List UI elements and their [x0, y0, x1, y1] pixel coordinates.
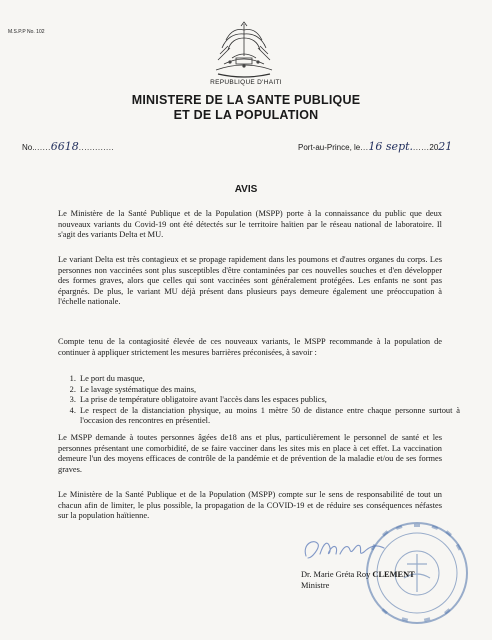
ministry-title-line1: MINISTERE DE LA SANTE PUBLIQUE	[131, 93, 361, 107]
year-prefix: 20	[429, 143, 439, 152]
signatory-role: Ministre	[301, 581, 330, 590]
signatory-name-prefix: Dr. Marie Gréta Roy	[301, 570, 371, 579]
place-label: Port-au-Prince, le	[298, 143, 361, 152]
list-item: 1. Le port du masque,	[78, 374, 460, 385]
reference-number-label: No.	[22, 143, 35, 152]
signatory-name	[301, 569, 415, 580]
date-value: 16 sept.	[368, 140, 414, 153]
paragraph-responsibility: Le Ministère de la Santé Publique et de la Population (MSPP) compte sur le sens de responsabilité de tout un chacun afin de limiter, le plus possible, la propagation de la COVID-19 et de réduire ses conséquences néfastes sur la population haïtienne.	[58, 490, 442, 521]
list-item: 3. La prise de température obligatoire avant l'accès dans les espaces publics,	[78, 395, 460, 406]
reference-date: Port-au-Prince, le...16 sept.......2021	[298, 140, 453, 153]
handwritten-signature-icon	[300, 534, 388, 566]
paragraph-variants-detected: Le Ministère de la Santé Publique et de la Population (MSPP) porte à la connaissance du public que deux nouveaux variants du Covid-19 ont été détectés sur le territoire haïtien par le réseau national de laboratoire. Il s'agit des variants Delta et MU.	[58, 209, 442, 240]
signatory-surname: CLEMENT	[372, 570, 415, 579]
year-suffix: 21	[438, 140, 453, 153]
paragraph-recommendation: Compte tenu de la contagiosité élevée de ces nouveaux variants, le MSPP recommande à la population de continuer à appliquer strictement les mesures barrières préconisées, à savoir :	[58, 337, 442, 357]
paragraph-vaccination: Le MSPP demande à toutes personnes âgées de18 ans et plus, particulièrement le personnel de santé et les personnes présentant une comorbidité, de se faire vacciner dans les sites mis en place à cet effet. La vaccination demeure l'un des moyens efficaces de contrôle de la pandémie et de prévention de la maladie et/ou de ses formes graves.	[58, 433, 442, 474]
barrier-measures-list	[60, 374, 460, 427]
reference-number-value: 6618	[50, 140, 79, 153]
coat-of-arms-icon	[210, 20, 278, 80]
list-item: 4. Le respect de la distanciation physique, au moins 1 mètre 50 de distance entre chaque personne surtout à l'occasion des rencontres en présentiel.	[78, 406, 460, 427]
document-code: M.S.P.P No. 102	[8, 29, 45, 35]
list-item: 2. Le lavage systématique des mains,	[78, 385, 460, 396]
paragraph-delta-variant: Le variant Delta est très contagieux et se propage rapidement dans les poumons et d'autres organes du corps. Les personnes non vaccinées sont plus susceptibles d'être contaminées par ces nouvelles souches et d'en développer des formes graves, alors que celles qui sont vaccinées sont généralement protégées. Les enfants ne sont pas épargnés. De plus, le variant MU déjà présent dans plusieurs pays demeure également une préoccupation à l'échelle nationale.	[58, 255, 442, 307]
ministry-title-line2: ET DE LA POPULATION	[173, 108, 319, 122]
reference-number: No.......6618.............	[22, 140, 115, 153]
signatory-block	[301, 569, 415, 591]
notice-title: AVIS	[234, 184, 258, 195]
republic-label: REPUBLIQUE D'HAITI	[210, 79, 282, 86]
